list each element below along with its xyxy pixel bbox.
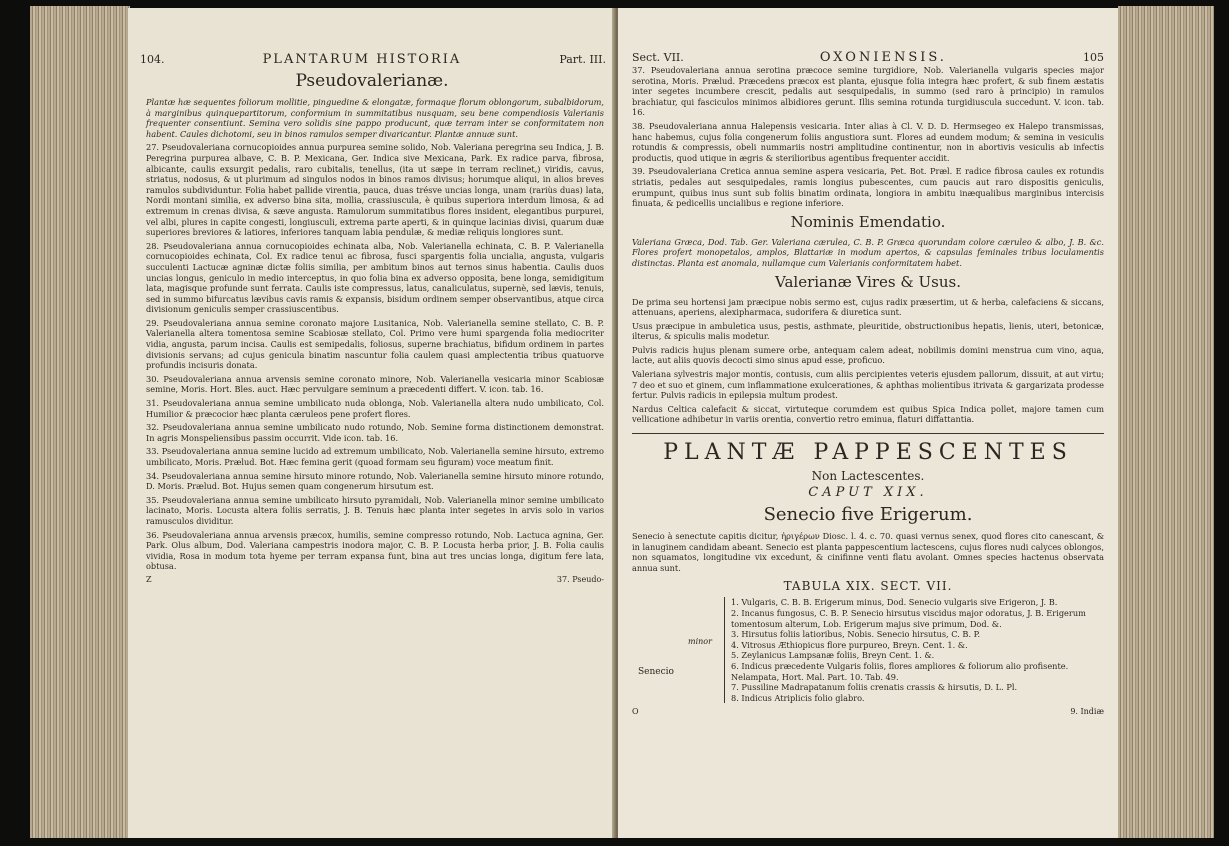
book-edge-left [30, 6, 130, 838]
section-heading-pseudovalerianae: Pseudovalerianæ. [295, 71, 449, 91]
paragraph: 37. Pseudovaleriana annua serotina præcoce semine turgidiore, Nob. Valerianella vulgaris species major serotina, Moris. Prælud. Præcedens præcox est planta, ejusque folia integra hæc profert, & sub finem æstatis inter segetes incumbere crescit, pedalis aut sesquipedalis, in summo (sed raro à principio) in ramulos brachiatur, qui fasciculos minimos albidiores gerunt. Illis semina rotunda turgidiuscula succedunt. V. icon. tab. 16. [632, 65, 1104, 118]
table-bracket-labels [632, 597, 724, 703]
vires-usus-heading: Valerianæ Vires & Usus. [775, 272, 961, 291]
paragraph: 29. Pseudovaleriana annua semine coronato majore Lusitanica, Nob. Valerianella semine stellato, C. B. P. Valerianella altera tomentosa semine Scabiosæ stellato, Col. Primo vere humi spargenda folia mediocriter vidia, angusta, parum incisa. Caulis est semipedalis, foliosus, superne brachiatus, bifidum ordinem in partes divisionis servans; ad cujus genicula binatim nascuntur folia caulem quasi amplectentia tribus quatuorve profundis incisuris donata. [146, 317, 604, 371]
table-row: 6. Indicus præcedente Vulgaris foliis, flores ampliores & foliorum alio profisente. Nelampata, Hort. Mal. Part. 10. Tab. 49. [731, 660, 1069, 682]
left-running-title: PLANTARUM HISTORIA [262, 52, 462, 67]
nominis-body [618, 237, 1118, 269]
right-running-header [632, 50, 1104, 65]
left-page-number: 104. [140, 53, 165, 66]
signature-mark: O [632, 707, 639, 717]
table-sub-label: minor [688, 637, 712, 647]
left-body [128, 97, 616, 572]
paragraph: 34. Pseudovaleriana annua semine hirsuto minore rotundo, Nob. Valerianella semine hirsuto minore rotundo, D. Moris. Prælud. Bot. Hujus semen quam congenerum hirsutum est. [146, 470, 604, 492]
right-footer [632, 707, 1104, 716]
left-footer [146, 575, 604, 584]
vires-body [618, 297, 1118, 426]
genus-body [618, 531, 1118, 573]
table-row: 2. Incanus fungosus, C. B. P. Senecio hirsutus viscidus major odoratus, J. B. Erigerum tomentosum alterum, Lob. Erigerum majus sive primum, Dod. &. [731, 608, 1086, 629]
signature-mark: Z [146, 574, 152, 584]
paragraph: Valeriana sylvestris major montis, contusis, cum aliis percipientes veteris ejusdem pallorum, dissuit, at aut virtu; 7 deo et suo et ginem, cum inflammatione exulcerationes, & aphthas molientibus itrivata & gargarizata prodesse fertur. Pulvis radicis in epilepsia multum prodest. [632, 369, 1104, 401]
table-entries [724, 597, 1104, 703]
paragraph: 33. Pseudovaleriana annua semine lucido ad extremum umbilicato, Nob. Valerianella semine hirsuto, extremo umbilicato, Moris. Prælud. Bot. Hæc femina gerit (quoad formam seu figuram) voce meatum finit. [146, 446, 604, 467]
genus-heading: Senecio five Erigerum. [763, 504, 973, 526]
catchword: 9. Indiæ [1070, 707, 1104, 717]
left-running-header [140, 52, 606, 67]
left-page [128, 8, 616, 838]
class-title: PLANTÆ PAPPESCENTES [663, 440, 1073, 466]
species-table [632, 597, 1104, 703]
table-row: 1. Vulgaris, C. B. B. Erigerum minus, Dod. Senecio vulgaris sive Erigeron, J. B. [731, 597, 1058, 608]
paragraph: De prima seu hortensi jam præcipue nobis sermo est, cujus radix præsertim, ut & herba, calefaciens & siccans, attenuans, aperiens, alexipharmaca, sudorifera & diuretica sunt. [632, 296, 1104, 318]
table-row: 8. Indicus Atriplicis folio glabro. [731, 692, 865, 703]
left-part-label: Part. III. [559, 53, 606, 66]
nominis-emendatio-heading: Nominis Emendatio. [790, 212, 946, 231]
table-row: 3. Hirsutus foliis latioribus, Nobis. Senecio hirsutus, C. B. P. [731, 629, 981, 640]
table-row: 7. Pussiline Madrapatanum foliis crenatis crassis & hirsutis, D. L. Pl. [731, 682, 1018, 693]
intro-paragraph: Plantæ hæ sequentes foliorum mollitie, pinguedine & elongatæ, formaque florum oblongorum, subalbidorum, à marginibus quinquepartitorum, conformium in summitatibus nusquam, seu bene compendiosis Valerianis frequenter consentiunt. Semina vero solidis sine pappo producunt, quæ terram inter se conformitatem non habent. Caules dichotomi, seu in binos ramulos semper divaricantur. Plantæ annuæ sunt. [146, 97, 604, 139]
right-running-title: OXONIENSIS. [819, 50, 947, 65]
paragraph: Usus præcipue in ambuletica usus, pestis, asthmate, pleuritide, obstructionibus hepatis, lienis, uteri, betonicæ, ilterus, & spiculis malis modetur. [632, 320, 1104, 342]
paragraph: 39. Pseudovaleriana Cretica annua semine aspera vesicaria, Pet. Bot. Præl. E radice fibrosa caules ex rotundis striatis, pedales aut sesquipedales, ramis longius pubescentes, cum paucis aut raro dispositis geniculis, erumpunt, quibus inus sunt sub foliis binatim ordinata, longiora in ambitu inæqualibus marginibus intercisis finuata, & pedicellis uncialibus e regione inferiore. [632, 166, 1104, 209]
paragraph: 31. Pseudovaleriana annua semine umbilicato nuda oblonga, Nob. Valerianella altera nudo umbilicato, Col. Humilior & præcocior hæc planta cæruleos pene profert flores. [146, 398, 604, 419]
paragraph: Valeriana Græca, Dod. Tab. Ger. Valeriana cærulea, C. B. P. Græca quorundam colore cæruleo & albo, J. B. &c. Flores profert monopetalos, amplos, Blattariæ in modum apertos, & capsulas feminales tribus loculamentis distinctas. Planta est anomala, nullamque cum Valerianis conformitatem habet. [632, 236, 1104, 268]
paragraph: Nardus Celtica calefacit & siccat, virtuteque corumdem est quibus Spica Indica pollet, majore tamen cum vellicatione adhibetur in variis orentia, convertio retro eminua, flaturi diffattantia. [632, 403, 1104, 425]
chapter-heading: CAPUT XIX. [808, 485, 928, 501]
table-main-label: Senecio [638, 667, 674, 678]
paragraph: 28. Pseudovaleriana annua cornucopioides echinata alba, Nob. Valerianella echinata, C. B. P. Valerianella cornucopioides echinata, Col. Ex radice tenui ac fibrosa, fusci spargentis folia uncialia, angusta, vulgaris succulenti Lactucæ agninæ dictæ foliis similia, per ambitum binos aut ternos sinus habentia. Caulis duos uncias longus, geniculo in medio interceptus, in quo folia bina ex adverso opposita, bene longa, semidigitum lata, magisque profunde sunt ferrata. Caulis iste compressus, latus, canaliculatus, supernè, sed lævis, tenuis, sed in summo bifurcatus lævibus cavis ramis & expansis, bisidum ordinem semper observantibus, atque circa divisionum geniculis semper crassiuscentibus. [146, 240, 604, 315]
paragraph: Pulvis radicis hujus plenam sumere orbe, antequam calem adeat, nobilimis domini menstrua cum vino, aqua, lacte, aut aliis quovis decocti simo sinus apud esse, proficuo. [632, 344, 1104, 366]
section-label: Sect. VII. [632, 51, 684, 64]
paragraph: 30. Pseudovaleriana annua arvensis semine coronato minore, Nob. Valerianella vesicaria minor Scabiosæ semine, Moris. Hort. Bles. auct. Hæc pervulgare seminum a præcedenti differt. V. icon. tab. 16. [146, 373, 604, 395]
class-subtitle: Non Lactescentes. [811, 469, 925, 484]
paragraph: Senecio à senectute capitis dicitur, ἠριγέρων Diosc. l. 4. c. 70. quasi vernus senex, quod flores cito canescant, & in lanuginem candidam abeant. Senecio est planta pappescentium lactescens, cujus flores nudi calyces oblongos, non squamatos, longitudine vix excedunt, & cinifinne venti flatu avolant. Omnes species hactenus observata annua sunt. [632, 531, 1104, 573]
divider-rule [632, 433, 1104, 434]
paragraph: 36. Pseudovaleriana annua arvensis præcox, humilis, semine compresso rotundo, Nob. Lactuca agnina, Ger. Park. Olus album, Dod. Valeriana campestris inodora major, C. B. P. Locusta herba prior, J. B. Folia caulis vividia, Rosa in modum tota hyeme per terram expansa funt, bina aut tres uncias longa, digitum fere lata, obtusa. [146, 529, 604, 572]
right-page [618, 8, 1118, 838]
paragraph: 38. Pseudovaleriana annua Halepensis vesicaria. Inter alias à Cl. V. D. D. Hermsegeo ex Halepo transmissas, hanc habemus, cujus folia congenerum foliis angustiora sunt. Flores ad eundem modum; & semina in vesiculis rotundis & compressis, obeli nummariis nostri amplitudine continentur, non in abortivis vesiculis ab infectis productis, quod utique in ægris & sterilioribus agentibus frequenter accidit. [632, 120, 1104, 163]
paragraph: 35. Pseudovaleriana annua semine umbilicato hirsuto pyramidali, Nob. Valerianella minor semine umbilicato lacinato, Moris. Locusta altera foliis serratis, J. B. Tenuis hæc planta inter segetes in arvis solo in varios ramusculos dividitur. [146, 494, 604, 526]
paragraph: 27. Pseudovaleriana cornucopioides annua purpurea semine solido, Nob. Valeriana peregrina seu Indica, J. B. Peregrina purpurea albave, C. B. P. Mexicana, Ger. Indica sive Mexicana, Park. Ex radice parva, fibrosa, albicante, caulis exsurgit pedalis, raro cubitalis, tenellus, (ita ut sæpe in terram reclinet,) viridis, cavus, striatus, nodosus, & ut plurimum ad singulos nodos in binos ramos divisus; horumque aliqui, in alios breves ramulos subdividuntur. Folia habet pallide virentia, pauca, duas trésve uncias longa, unam (rariùs duas) lata, Nordi montani similia, ex adverso bina sita, mollia, crassiuscula, è quibus superiora interdum limosa, & ad extremum in crenas divisa, & sæve angusta. Ramulorum summitatibus flores insident, elegantibus purpurei, vel albi, plures in capite congesti, longiusculi, extrema parte aperti, & in quinque lacinias divisi, quarum duæ superiores breviores & latiores, inferiores tanquam labia pendulæ, & mediæ reliquis longiores sunt. [146, 142, 604, 238]
right-body-top [618, 65, 1118, 209]
catchword: 37. Pseudo- [556, 574, 604, 584]
paragraph: 32. Pseudovaleriana annua semine umbilicato nudo rotundo, Nob. Semine forma distinctionem demonstrat. In agris Monspeliensibus passim occurrit. Vide icon. tab. 16. [146, 422, 604, 443]
table-row: 4. Vitrosus Æthiopicus flore purpureo, Breyn. Cent. 1. &. [731, 639, 968, 650]
table-heading: TABULA XIX. SECT. VII. [783, 579, 953, 594]
right-page-number: 105 [1083, 51, 1104, 64]
book-edge-right [1118, 6, 1214, 838]
table-row: 5. Zeylanicus Lampsanæ foliis, Breyn Cent. 1. &. [731, 650, 935, 661]
